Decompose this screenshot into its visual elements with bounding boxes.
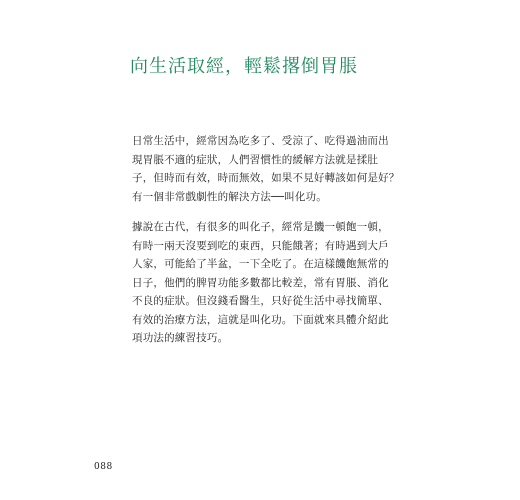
paragraph-line: 有效的治療方法，這就是叫化功。下面就來具體介紹此 (132, 313, 389, 326)
paragraph-line: 不良的症狀。但沒錢看醫生，只好從生活中尋找簡單、 (132, 295, 389, 307)
paragraph-line: 有時一兩天沒要到吃的東西，只能餓著；有時遇到大戶 (132, 239, 389, 252)
paragraph-line: 日子，他們的脾胃功能多數都比較差，常有胃脹、消化 (132, 276, 389, 289)
paragraph-line: 人家，可能給了半盆，一下全吃了。在這樣饑飽無常的 (132, 258, 389, 270)
paragraph-intro (132, 132, 400, 206)
paragraph-line: 子，但時而有效，時而無效，如果不見好轉該如何是好？ (132, 172, 400, 184)
paragraph-line: 項功法的練習技巧。 (132, 332, 229, 344)
paragraph-line: 現胃脹不適的症狀，人們習慣性的緩解方法就是揉肚 (132, 153, 379, 166)
paragraph-line: 日常生活中，經常因為吃多了、受涼了、吃得過油而出 (132, 135, 389, 147)
page-title: 向生活取經，輕鬆撂倒胃脹 (130, 56, 358, 77)
paragraph-line: 據說在古代，有很多的叫化子，經常是饑一頓飽一頓， (132, 221, 389, 233)
paragraph-story (132, 218, 394, 348)
paragraph-line: 有一個非常戲劇性的解決方法──叫化功。 (132, 190, 327, 203)
page-number: 088 (94, 462, 113, 472)
